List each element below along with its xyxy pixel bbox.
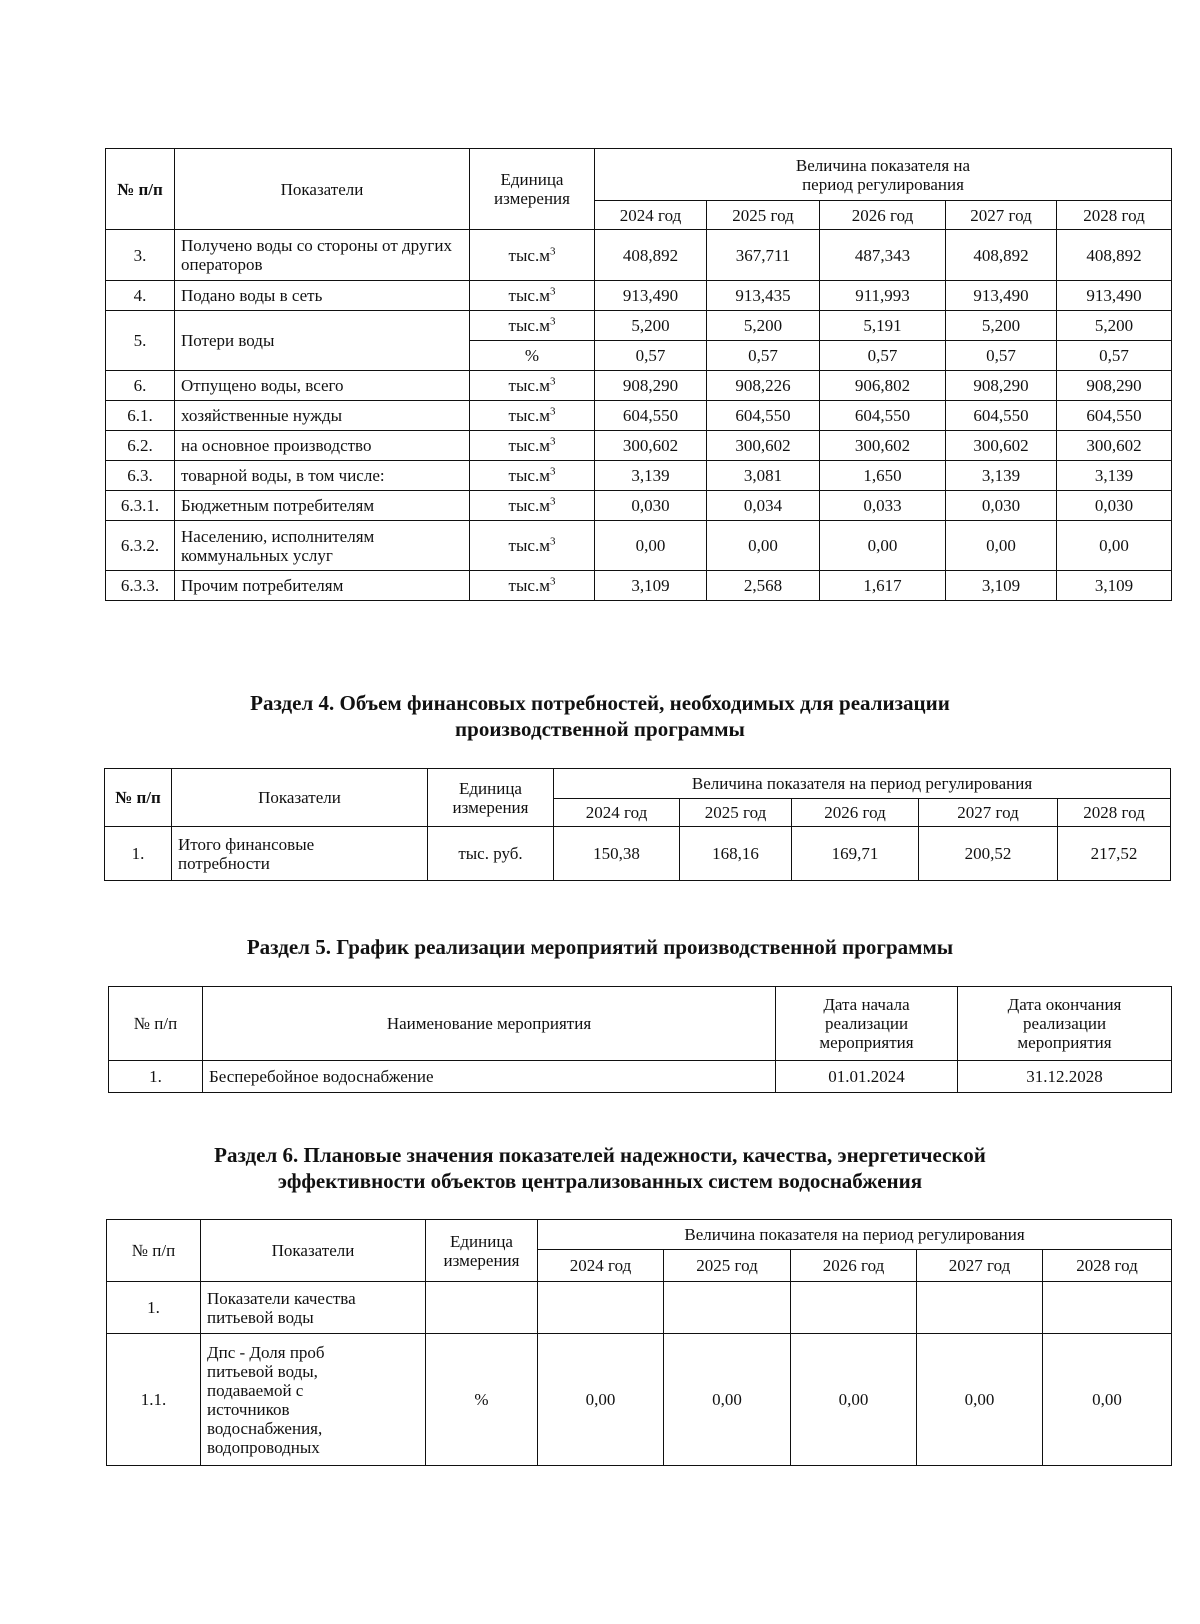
- row-value: 0,00: [946, 521, 1057, 571]
- row-num: 6.3.3.: [106, 571, 175, 601]
- header-year: 2026 год: [791, 1250, 917, 1282]
- row-unit: %: [426, 1334, 538, 1466]
- row-num: 6.2.: [106, 431, 175, 461]
- row-value: 3,139: [595, 461, 707, 491]
- row-num: 3.: [106, 230, 175, 281]
- row-unit: $тыс.м^3$: [470, 371, 595, 401]
- row-value: [1043, 1282, 1172, 1334]
- header-year: 2024 год: [554, 799, 680, 827]
- row-name: Потери воды: [175, 311, 470, 371]
- header-year: 2025 год: [664, 1250, 791, 1282]
- row-value: 200,52: [919, 827, 1058, 881]
- row-value: 408,892: [595, 230, 707, 281]
- row-value: 0,00: [595, 521, 707, 571]
- table-row: [106, 281, 1172, 311]
- row-num: 1.: [105, 827, 172, 881]
- header-year: 2026 год: [792, 799, 919, 827]
- row-value: [664, 1282, 791, 1334]
- row-name: на основное производство: [175, 431, 470, 461]
- row-value: 300,602: [595, 431, 707, 461]
- row-value: 0,00: [1043, 1334, 1172, 1466]
- row-num: 6.3.: [106, 461, 175, 491]
- row-value: 3,109: [1057, 571, 1172, 601]
- row-value: [791, 1282, 917, 1334]
- row-value: 0,00: [538, 1334, 664, 1466]
- row-value: 5,200: [946, 311, 1057, 341]
- row-value: 3,109: [595, 571, 707, 601]
- row-name: Населению, исполнителям коммунальных услуг: [175, 521, 470, 571]
- row-unit: $тыс.м^3$: [470, 461, 595, 491]
- header-year: 2026 год: [820, 201, 946, 230]
- table-row: [107, 1334, 1172, 1466]
- row-value: [917, 1282, 1043, 1334]
- row-value: 908,290: [1057, 371, 1172, 401]
- row-num: 6.3.2.: [106, 521, 175, 571]
- row-value: 408,892: [946, 230, 1057, 281]
- row-num: 1.1.: [107, 1334, 201, 1466]
- row-value: 169,71: [792, 827, 919, 881]
- header-value-group: Величина показателя на период регулирования: [538, 1220, 1172, 1250]
- header-year: 2028 год: [1058, 799, 1171, 827]
- quality-indicators-table: [106, 1219, 1172, 1466]
- header-start-date: Дата начала реализации мероприятия: [776, 987, 958, 1061]
- row-end-date: 31.12.2028: [958, 1061, 1172, 1093]
- row-value: 908,226: [707, 371, 820, 401]
- row-num: 4.: [106, 281, 175, 311]
- row-value: 604,550: [595, 401, 707, 431]
- row-value: 217,52: [1058, 827, 1171, 881]
- row-value: 911,993: [820, 281, 946, 311]
- header-event: Наименование мероприятия: [203, 987, 776, 1061]
- row-num: 6.1.: [106, 401, 175, 431]
- row-value: 0,00: [820, 521, 946, 571]
- table-row: [105, 827, 1171, 881]
- header-value-group: Величина показателя на период регулирования: [554, 769, 1171, 799]
- row-value: 0,030: [1057, 491, 1172, 521]
- row-unit: $тыс.м^3$: [470, 281, 595, 311]
- row-value: 0,57: [946, 341, 1057, 371]
- section-6-title: Раздел 6. Плановые значения показателей надежности, качества, энергетической эффективности объектов централизованных систем водоснабжения: [214, 1143, 986, 1193]
- header-indicator: Показатели: [175, 149, 470, 230]
- row-value: 913,490: [595, 281, 707, 311]
- header-indicator: Показатели: [201, 1220, 426, 1282]
- row-num: 1.: [107, 1282, 201, 1334]
- row-name: Отпущено воды, всего: [175, 371, 470, 401]
- header-num: № п/п: [105, 769, 172, 827]
- row-unit: $тыс.м^3$: [470, 521, 595, 571]
- row-value: 604,550: [946, 401, 1057, 431]
- header-year: 2024 год: [595, 201, 707, 230]
- header-unit: Единица измерения: [426, 1220, 538, 1282]
- row-name: Итого финансовые потребности: [172, 827, 428, 881]
- row-value: 2,568: [707, 571, 820, 601]
- header-num: № п/п: [107, 1220, 201, 1282]
- header-year: 2027 год: [946, 201, 1057, 230]
- row-value: 0,033: [820, 491, 946, 521]
- row-value: 300,602: [946, 431, 1057, 461]
- row-name: Показатели качества питьевой воды: [201, 1282, 426, 1334]
- row-value: 908,290: [595, 371, 707, 401]
- row-start-date: 01.01.2024: [776, 1061, 958, 1093]
- header-unit: Единица измерения: [470, 149, 595, 230]
- row-num: 5.: [106, 311, 175, 371]
- row-name: Прочим потребителям: [175, 571, 470, 601]
- row-value: 0,00: [707, 521, 820, 571]
- row-value: 5,200: [1057, 311, 1172, 341]
- row-value: 1,617: [820, 571, 946, 601]
- row-value: 0,034: [707, 491, 820, 521]
- row-num: 6.3.1.: [106, 491, 175, 521]
- row-num: 6.: [106, 371, 175, 401]
- row-value: 150,38: [554, 827, 680, 881]
- row-value: 913,490: [1057, 281, 1172, 311]
- table-row: [109, 1061, 1172, 1093]
- row-value: 3,139: [946, 461, 1057, 491]
- header-year: 2028 год: [1043, 1250, 1172, 1282]
- header-num: № п/п: [109, 987, 203, 1061]
- table-row: [107, 1282, 1172, 1334]
- table-row: [106, 431, 1172, 461]
- header-year: 2027 год: [919, 799, 1058, 827]
- row-num: 1.: [109, 1061, 203, 1093]
- row-value: 5,200: [595, 311, 707, 341]
- row-value: 0,00: [917, 1334, 1043, 1466]
- table-row: [106, 491, 1172, 521]
- row-value: 487,343: [820, 230, 946, 281]
- row-value: 367,711: [707, 230, 820, 281]
- header-num: № п/п: [106, 149, 175, 230]
- row-value: 0,00: [1057, 521, 1172, 571]
- row-value: 906,802: [820, 371, 946, 401]
- header-indicator: Показатели: [172, 769, 428, 827]
- water-balance-table: [105, 148, 1172, 601]
- row-value: 0,57: [707, 341, 820, 371]
- financial-needs-table: [104, 768, 1171, 881]
- row-value: 908,290: [946, 371, 1057, 401]
- section-5-title: Раздел 5. График реализации мероприятий производственной программы: [246, 935, 954, 959]
- header-year: 2025 год: [680, 799, 792, 827]
- row-unit: $тыс.м^3$: [470, 571, 595, 601]
- row-value: 0,00: [664, 1334, 791, 1466]
- row-event: Бесперебойное водоснабжение: [203, 1061, 776, 1093]
- row-value: 604,550: [1057, 401, 1172, 431]
- table-row: [106, 401, 1172, 431]
- table-row: [106, 311, 1172, 341]
- header-year: 2027 год: [917, 1250, 1043, 1282]
- header-end-date: Дата окончания реализации мероприятия: [958, 987, 1172, 1061]
- row-unit: $тыс.м^3$: [470, 230, 595, 281]
- row-value: [538, 1282, 664, 1334]
- row-name: хозяйственные нужды: [175, 401, 470, 431]
- row-value: 3,139: [1057, 461, 1172, 491]
- row-unit: %: [470, 341, 595, 371]
- row-value: 1,650: [820, 461, 946, 491]
- header-value-group: Величина показателя на период регулирования: [595, 149, 1172, 201]
- table-row: [106, 371, 1172, 401]
- row-name: Подано воды в сеть: [175, 281, 470, 311]
- table-row: [106, 230, 1172, 281]
- row-value: 0,57: [595, 341, 707, 371]
- header-unit: Единица измерения: [428, 769, 554, 827]
- row-unit: $тыс.м^3$: [470, 491, 595, 521]
- row-value: 0,57: [820, 341, 946, 371]
- row-name: товарной воды, в том числе:: [175, 461, 470, 491]
- header-year: 2025 год: [707, 201, 820, 230]
- row-value: 913,435: [707, 281, 820, 311]
- row-value: 3,109: [946, 571, 1057, 601]
- events-schedule-table: [108, 986, 1172, 1093]
- row-value: 408,892: [1057, 230, 1172, 281]
- header-year: 2028 год: [1057, 201, 1172, 230]
- row-unit: $тыс.м^3$: [470, 311, 595, 341]
- row-value: 913,490: [946, 281, 1057, 311]
- row-value: 168,16: [680, 827, 792, 881]
- row-value: 0,030: [946, 491, 1057, 521]
- row-value: 0,030: [595, 491, 707, 521]
- row-unit: [426, 1282, 538, 1334]
- row-value: 300,602: [820, 431, 946, 461]
- row-value: 0,57: [1057, 341, 1172, 371]
- row-value: 604,550: [820, 401, 946, 431]
- row-value: 5,191: [820, 311, 946, 341]
- row-value: 0,00: [791, 1334, 917, 1466]
- row-value: 300,602: [1057, 431, 1172, 461]
- row-unit: тыс. руб.: [428, 827, 554, 881]
- row-value: 3,081: [707, 461, 820, 491]
- row-value: 300,602: [707, 431, 820, 461]
- section-4-title: Раздел 4. Объем финансовых потребностей, необходимых для реализации производственной программы: [250, 691, 950, 741]
- header-year: 2024 год: [538, 1250, 664, 1282]
- row-unit: $тыс.м^3$: [470, 431, 595, 461]
- row-name: Бюджетным потребителям: [175, 491, 470, 521]
- row-value: 604,550: [707, 401, 820, 431]
- row-unit: $тыс.м^3$: [470, 401, 595, 431]
- row-value: 5,200: [707, 311, 820, 341]
- table-row: [106, 571, 1172, 601]
- table-row: [106, 521, 1172, 571]
- row-name: Получено воды со стороны от других операторов: [175, 230, 470, 281]
- row-name: Дпс - Доля проб питьевой воды, подаваемой с источников водоснабжения, водопроводных: [201, 1334, 426, 1466]
- table-row: [106, 461, 1172, 491]
